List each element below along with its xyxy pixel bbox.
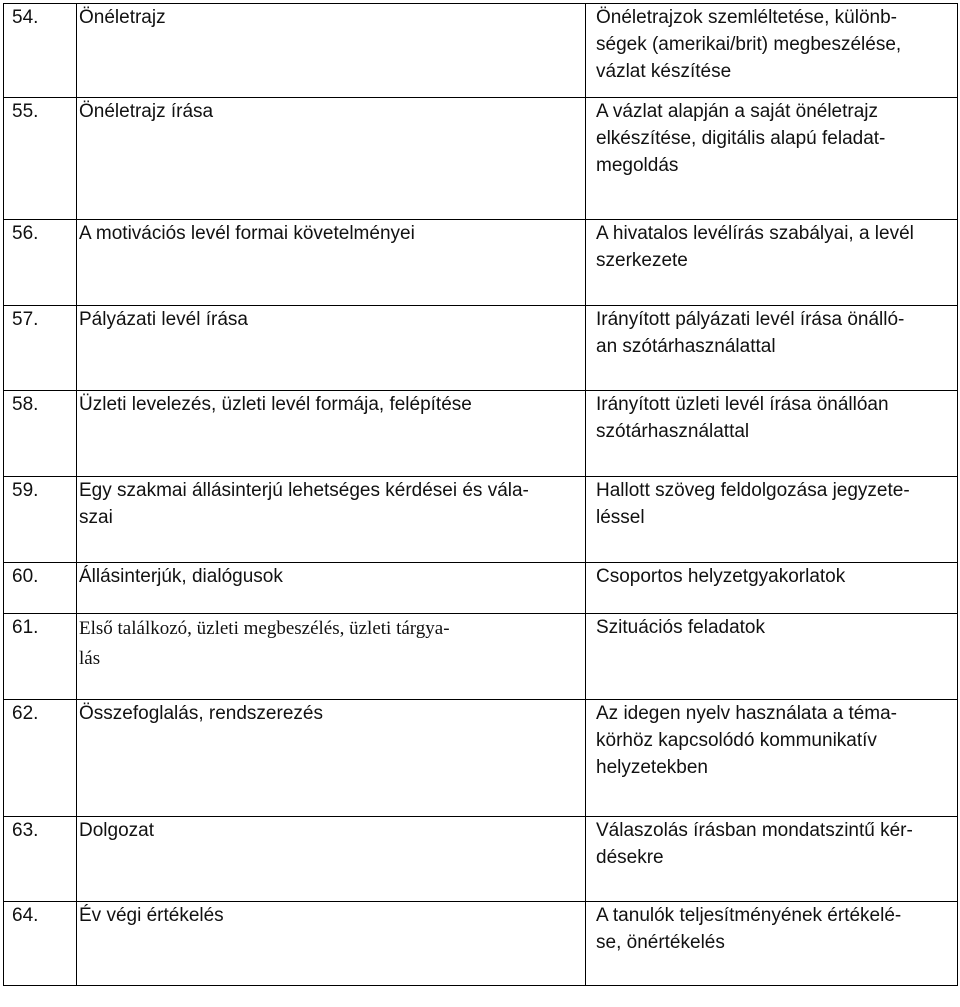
- lesson-number: 64.: [4, 902, 77, 986]
- lesson-topic: Pályázati levél írása: [77, 306, 586, 391]
- lesson-description: Az idegen nyelv használata a téma- körhöz kapcsolódó kommunikatív helyzetekben: [586, 700, 958, 817]
- lesson-number: 59.: [4, 477, 77, 563]
- table-row: [4, 391, 958, 477]
- lesson-description: Önéletrajzok szemléltetése, különb- ségek (amerikai/brit) megbeszélése, vázlat készítése: [586, 4, 958, 98]
- lesson-description: Szituációs feladatok: [586, 614, 958, 700]
- table-row: [4, 220, 958, 306]
- lesson-topic: Üzleti levelezés, üzleti levél formája, felépítése: [77, 391, 586, 477]
- lesson-number: 55.: [4, 98, 77, 220]
- lesson-topic: Első találkozó, üzleti megbeszélés, üzleti tárgya- lás: [77, 614, 586, 700]
- lesson-description: A tanulók teljesítményének értékelé- se, önértékelés: [586, 902, 958, 986]
- table-row: [4, 563, 958, 614]
- lesson-topic: Önéletrajz írása: [77, 98, 586, 220]
- table-row: [4, 614, 958, 700]
- lesson-number: 63.: [4, 817, 77, 902]
- table-row: [4, 306, 958, 391]
- table-row: [4, 4, 958, 98]
- lesson-description: Irányított üzleti levél írása önállóan szótárhasználattal: [586, 391, 958, 477]
- table-row: [4, 477, 958, 563]
- lesson-description: Csoportos helyzetgyakorlatok: [586, 563, 958, 614]
- lesson-description: Irányított pályázati levél írása önálló- an szótárhasználattal: [586, 306, 958, 391]
- lesson-description: A hivatalos levélírás szabályai, a levél szerkezete: [586, 220, 958, 306]
- lesson-number: 54.: [4, 4, 77, 98]
- lesson-number: 61.: [4, 614, 77, 700]
- lesson-description: Válaszolás írásban mondatszintű kér- désekre: [586, 817, 958, 902]
- lesson-number: 56.: [4, 220, 77, 306]
- lesson-topic: Dolgozat: [77, 817, 586, 902]
- lesson-topic: A motivációs levél formai követelményei: [77, 220, 586, 306]
- table-row: [4, 700, 958, 817]
- lesson-topic: Egy szakmai állásinterjú lehetséges kérdései és vála- szai: [77, 477, 586, 563]
- curriculum-table: [3, 3, 958, 986]
- table-row: [4, 902, 958, 986]
- lesson-number: 62.: [4, 700, 77, 817]
- lesson-topic: Önéletrajz: [77, 4, 586, 98]
- table-row: [4, 817, 958, 902]
- lesson-number: 57.: [4, 306, 77, 391]
- lesson-topic: Év végi értékelés: [77, 902, 586, 986]
- lesson-topic: Összefoglalás, rendszerezés: [77, 700, 586, 817]
- table-row: [4, 98, 958, 220]
- lesson-number: 60.: [4, 563, 77, 614]
- lesson-number: 58.: [4, 391, 77, 477]
- lesson-topic: Állásinterjúk, dialógusok: [77, 563, 586, 614]
- lesson-description: A vázlat alapján a saját önéletrajz elkészítése, digitális alapú feladat- megoldás: [586, 98, 958, 220]
- lesson-description: Hallott szöveg feldolgozása jegyzete- léssel: [586, 477, 958, 563]
